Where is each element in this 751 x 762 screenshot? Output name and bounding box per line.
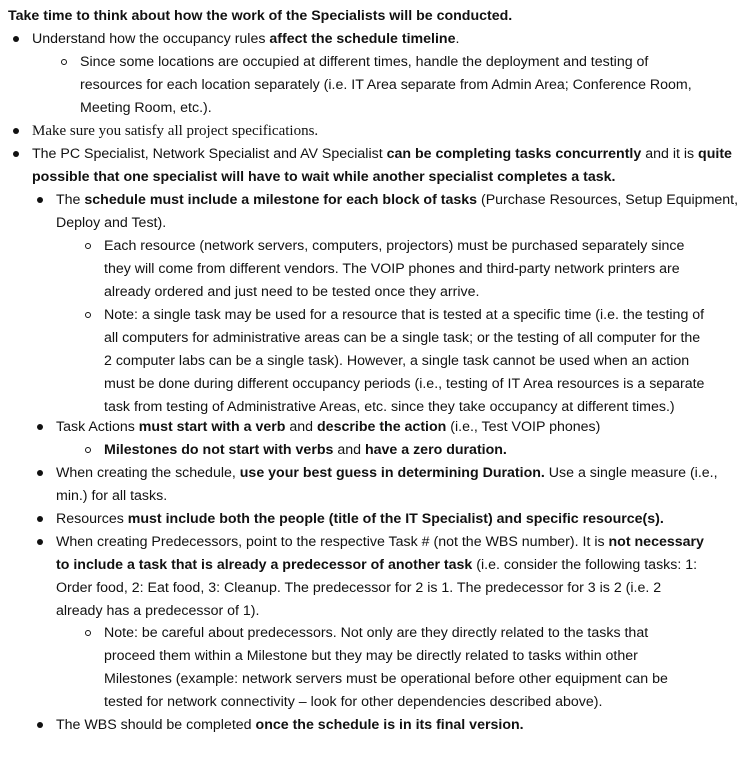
bullet-dot [13, 36, 19, 42]
bullet-dot [13, 128, 19, 134]
bullet-concurrency: The PC Specialist, Network Specialist and AV Specialist can be completing tasks concurrently and it is quite [32, 146, 732, 162]
bullet-task-actions: Task Actions must start with a verb and describe the action (i.e., Test VOIP phones) [56, 419, 601, 435]
bullet-duration: When creating the schedule, use your best guess in determining Duration. Use a single measure (i.e., [56, 465, 718, 481]
text-line: to include a task that is already a predecessor of another task (i.e. consider the following tasks: 1: [56, 557, 698, 573]
sub-bullet-circle [85, 630, 91, 636]
text-line: Order food, 2: Eat food, 3: Cleanup. The predecessor for 2 is 1. The predecessor for 3 is 2 (i.e. 2 [56, 580, 662, 596]
bullet-predecessors: When creating Predecessors, point to the respective Task # (not the WBS number). It is not necessary [56, 534, 704, 550]
text-line: Each resource (network servers, computers, projectors) must be purchased separately since [104, 238, 685, 254]
text-line: already has a predecessor of 1). [56, 603, 260, 619]
sub-bullet-circle [85, 243, 91, 249]
bullet-resources: Resources must include both the people (title of the IT Specialist) and specific resource(s). [56, 511, 664, 527]
text-line: possible that one specialist will have to wait while another specialist completes a task. [32, 169, 616, 185]
text-line: Milestones do not start with verbs and have a zero duration. [104, 442, 507, 458]
text-line: 2 computer labs can be a single task). However, a single task cannot be used when an action [104, 353, 690, 369]
text-line: min.) for all tasks. [56, 488, 168, 504]
text-line: tested for network connectivity – look for other dependencies described above). [104, 694, 603, 710]
bullet-wbs: The WBS should be completed once the schedule is in its final version. [56, 717, 524, 733]
heading: Take time to think about how the work of the Specialists will be conducted. [8, 8, 513, 24]
bullet-dot [37, 539, 43, 545]
text-line: already ordered and just need to be tested once they arrive. [104, 284, 480, 300]
text-line: they will come from different vendors. The VOIP phones and third-party network printers are [104, 261, 680, 277]
text-line: Note: be careful about predecessors. Not only are they directly related to the tasks that [104, 625, 649, 641]
text-line: must be done during different occupancy periods (i.e., testing of IT Area resources is a separate [104, 376, 705, 392]
sub-bullet-circle [61, 59, 67, 65]
bullet-dot [37, 516, 43, 522]
sub-bullet-circle [85, 312, 91, 318]
text-line: task from testing of Administrative Areas, etc. since they take occupancy at different times.) [104, 399, 675, 415]
text-line: all computers for administrative areas can be a single task; or the testing of all computer for the [104, 330, 701, 346]
text-line: Meeting Room, etc.). [80, 100, 212, 116]
text-line: Note: a single task may be used for a resource that is tested at a specific time (i.e. the testing of [104, 307, 705, 323]
text-line: resources for each location separately (i.e. IT Area separate from Admin Area; Conference Room, [80, 77, 692, 93]
bullet-dot [37, 197, 43, 203]
text-line: proceed them within a Milestone but they may be directly related to tasks within other [104, 648, 638, 664]
bullet-milestones: The schedule must include a milestone for each block of tasks (Purchase Resources, Setup Equipment, [56, 192, 739, 208]
bullet-occupancy: Understand how the occupancy rules affect the schedule timeline. [32, 31, 460, 47]
text-line: Milestones (example: network servers must be operational before other equipment can be [104, 671, 668, 687]
bullet-dot [37, 424, 43, 430]
sub-bullet-circle [85, 447, 91, 453]
bullet-specifications: Make sure you satisfy all project specifications. [32, 123, 319, 139]
text-line: Deploy and Test). [56, 215, 167, 231]
bullet-dot [37, 722, 43, 728]
bullet-dot [13, 151, 19, 157]
text-line: Since some locations are occupied at different times, handle the deployment and testing of [80, 54, 649, 70]
bullet-dot [37, 470, 43, 476]
